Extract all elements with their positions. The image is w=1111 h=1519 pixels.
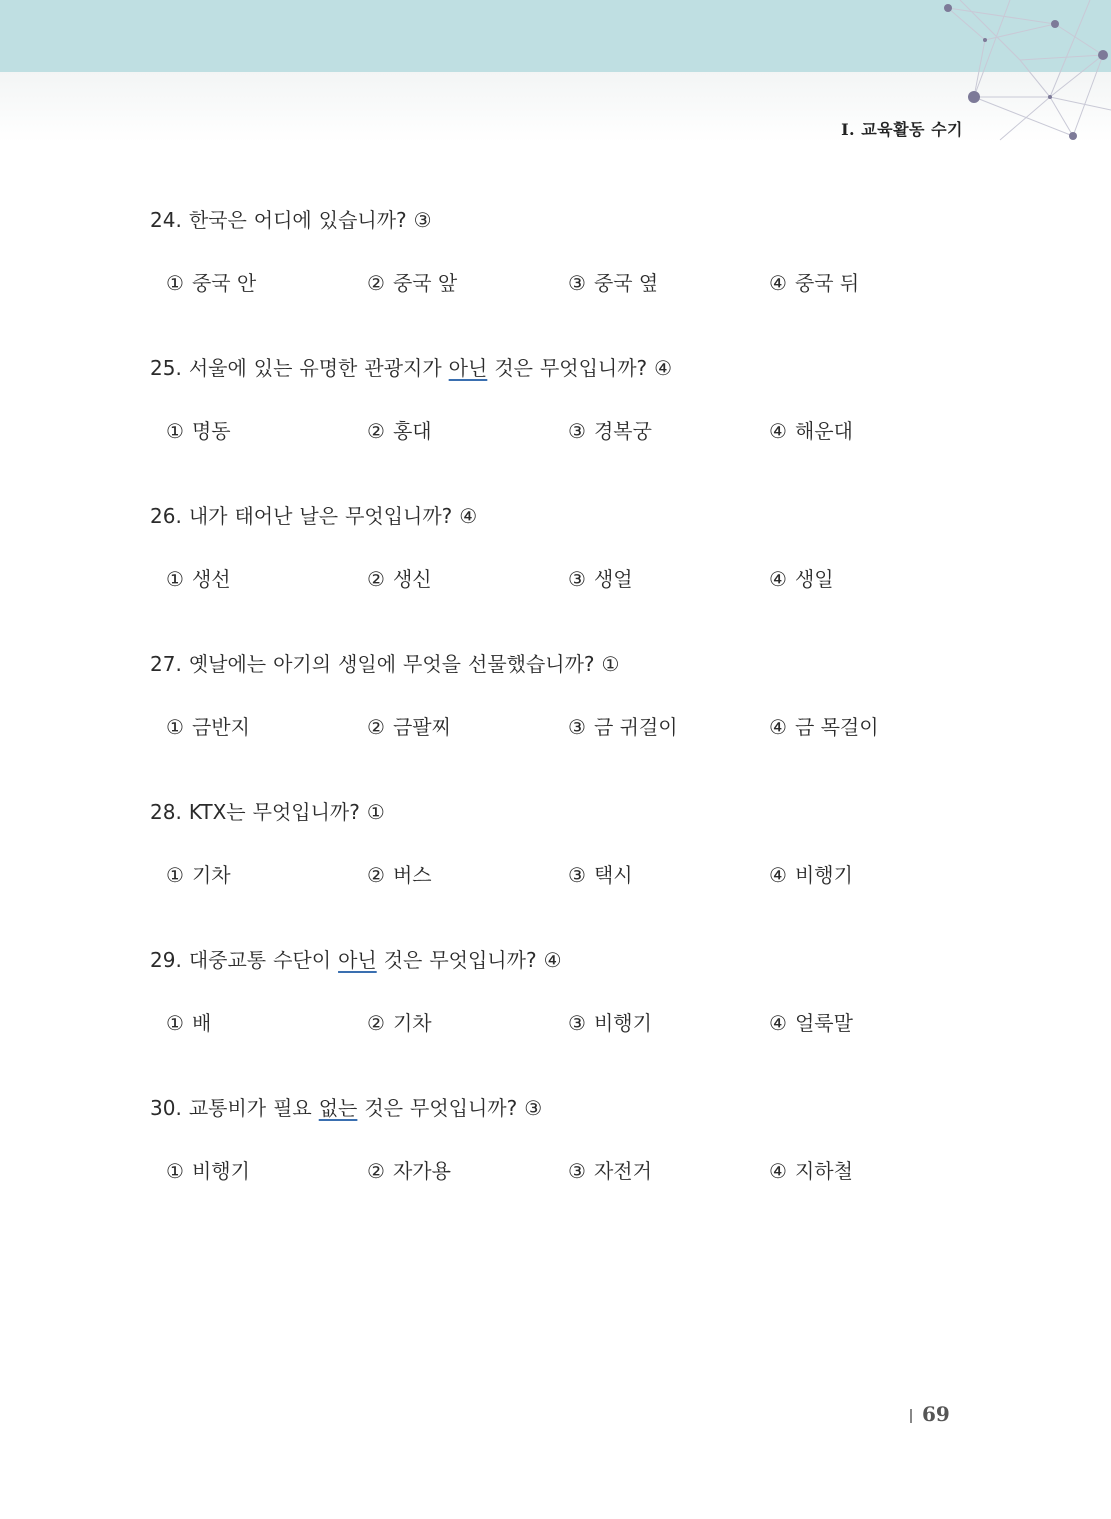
question-number: 29. [150,948,182,972]
underlined-keyword: 아닌 [338,948,377,972]
question-stem [150,501,970,531]
answer-options [150,416,970,446]
page-number: 69 [922,1402,950,1426]
question-number: 30. [150,1096,182,1120]
option-marker: ③ [568,1159,586,1183]
answer-option [568,860,769,890]
option-marker: ④ [769,567,787,591]
option-marker: ② [367,271,385,295]
question-text: 무엇입니까? [410,1096,518,1120]
answer-option [166,416,367,446]
question-text: 것은 [364,1096,404,1120]
option-text: 배 [191,1011,212,1035]
question-text: 무엇입니까? [252,800,360,824]
question-text: 어디에 [253,208,312,232]
question-item [150,205,970,353]
question-text: 것은 [494,356,533,380]
option-marker: ① [166,419,184,443]
answer-options [150,712,970,742]
option-text: 홍대 [392,419,432,443]
option-text: 생일 [794,567,834,591]
question-stem [150,205,970,235]
option-marker: ④ [769,419,787,443]
answer-options [150,1156,970,1186]
answer-option [769,712,970,742]
option-marker: ④ [769,863,787,887]
question-text: 선물했습니까? [468,652,595,676]
question-text: 있습니까? [318,208,407,232]
question-item [150,501,970,649]
section-title: Ⅰ. 교육활동 수기 [841,120,963,139]
question-number: 24. [150,208,182,232]
question-text: 날은 [299,504,339,528]
option-marker: ③ [568,271,586,295]
option-text: 얼룩말 [794,1011,853,1035]
option-text: 기차 [392,1011,432,1035]
option-text: 생선 [191,567,231,591]
question-text: 태어난 [234,504,293,528]
option-marker: ④ [769,715,787,739]
answer-option [769,268,970,298]
option-text: 금 목걸이 [794,715,879,739]
option-marker: ① [166,271,184,295]
option-text: 비행기 [794,863,853,887]
answer-option [568,416,769,446]
option-text: 택시 [593,863,633,887]
question-stem [150,797,970,827]
question-text: 대중교통 [188,948,267,972]
answer-option [367,860,568,890]
option-marker: ③ [568,863,586,887]
answer-option [568,564,769,594]
answer-option [367,712,568,742]
option-marker: ② [367,863,385,887]
answer-options [150,564,970,594]
question-text: ③ [413,208,432,232]
option-text: 비행기 [191,1159,250,1183]
answer-option [367,564,568,594]
question-text: ① [366,800,385,824]
underlined-keyword: 없는 [318,1096,358,1120]
question-text: 아기의 [273,652,332,676]
answer-option [166,564,367,594]
option-marker: ② [367,419,385,443]
answer-option [367,268,568,298]
answer-option [769,1156,970,1186]
question-item [150,353,970,501]
page-number-divider [910,1409,912,1423]
question-text: ④ [543,948,562,972]
option-text: 중국 앞 [392,271,458,295]
question-text: KTX는 [188,800,246,824]
option-marker: ② [367,1159,385,1183]
option-marker: ② [367,1011,385,1035]
answer-option [166,1008,367,1038]
answer-options [150,860,970,890]
question-text: 무엇입니까? [345,504,453,528]
answer-option [166,712,367,742]
option-text: 버스 [392,863,432,887]
question-stem [150,353,970,383]
question-text: ③ [524,1096,543,1120]
answer-option [367,1008,568,1038]
option-text: 지하철 [794,1159,853,1183]
question-text: ④ [459,504,478,528]
option-marker: ③ [568,1011,586,1035]
question-text: 옛날에는 [188,652,267,676]
option-text: 생얼 [593,567,633,591]
option-text: 금 귀걸이 [593,715,678,739]
option-text: 생신 [392,567,432,591]
option-marker: ① [166,863,184,887]
underlined-keyword: 아닌 [448,356,488,380]
option-text: 자전거 [593,1159,652,1183]
option-marker: ④ [769,271,787,295]
option-text: 금반지 [191,715,250,739]
answer-option [166,1156,367,1186]
question-text: ④ [654,356,673,380]
question-text: 있는 [253,356,293,380]
question-number: 28. [150,800,182,824]
question-text: 서울에 [188,356,247,380]
answer-options [150,1008,970,1038]
option-marker: ③ [568,715,586,739]
option-marker: ① [166,715,184,739]
question-number: 27. [150,652,182,676]
option-text: 중국 옆 [593,271,659,295]
option-text: 명동 [191,419,231,443]
question-text: 유명한 [299,356,358,380]
question-stem [150,945,970,975]
option-text: 해운대 [794,419,853,443]
option-text: 자가용 [392,1159,451,1183]
option-marker: ② [367,715,385,739]
question-list [150,205,970,1241]
option-text: 중국 안 [191,271,257,295]
option-marker: ③ [568,419,586,443]
option-text: 경복궁 [593,419,652,443]
answer-option [769,564,970,594]
option-marker: ③ [568,567,586,591]
question-number: 26. [150,504,182,528]
option-marker: ① [166,567,184,591]
answer-option [769,860,970,890]
question-text: 생일에 [338,652,397,676]
question-text: 무엇을 [403,652,461,676]
answer-option [769,416,970,446]
option-marker: ④ [769,1011,787,1035]
question-text: ① [601,652,620,676]
question-text: 것은 [383,948,423,972]
answer-option [568,712,769,742]
option-marker: ① [166,1011,184,1035]
option-marker: ① [166,1159,184,1183]
question-text: 교통비가 [188,1096,267,1120]
question-text: 필요 [273,1096,312,1120]
answer-option [769,1008,970,1038]
page-number-area [910,1402,950,1426]
answer-option [166,860,367,890]
option-marker: ② [367,567,385,591]
question-number: 25. [150,356,182,380]
answer-option [568,1156,769,1186]
question-item [150,649,970,797]
option-text: 기차 [191,863,231,887]
option-text: 비행기 [593,1011,652,1035]
option-marker: ④ [769,1159,787,1183]
answer-option [568,268,769,298]
answer-option [568,1008,769,1038]
question-text: 한국은 [188,208,247,232]
answer-options [150,268,970,298]
question-stem [150,649,970,679]
option-text: 중국 뒤 [794,271,860,295]
question-item [150,945,970,1093]
question-item [150,1093,970,1241]
option-text: 금팔찌 [392,715,451,739]
answer-option [367,1156,568,1186]
question-item [150,797,970,945]
question-stem [150,1093,970,1123]
answer-option [166,268,367,298]
question-text: 내가 [188,504,228,528]
question-text: 수단이 [273,948,332,972]
question-text: 무엇입니까? [539,356,648,380]
question-text: 무엇입니까? [429,948,537,972]
answer-option [367,416,568,446]
question-text: 관광지가 [364,356,442,380]
